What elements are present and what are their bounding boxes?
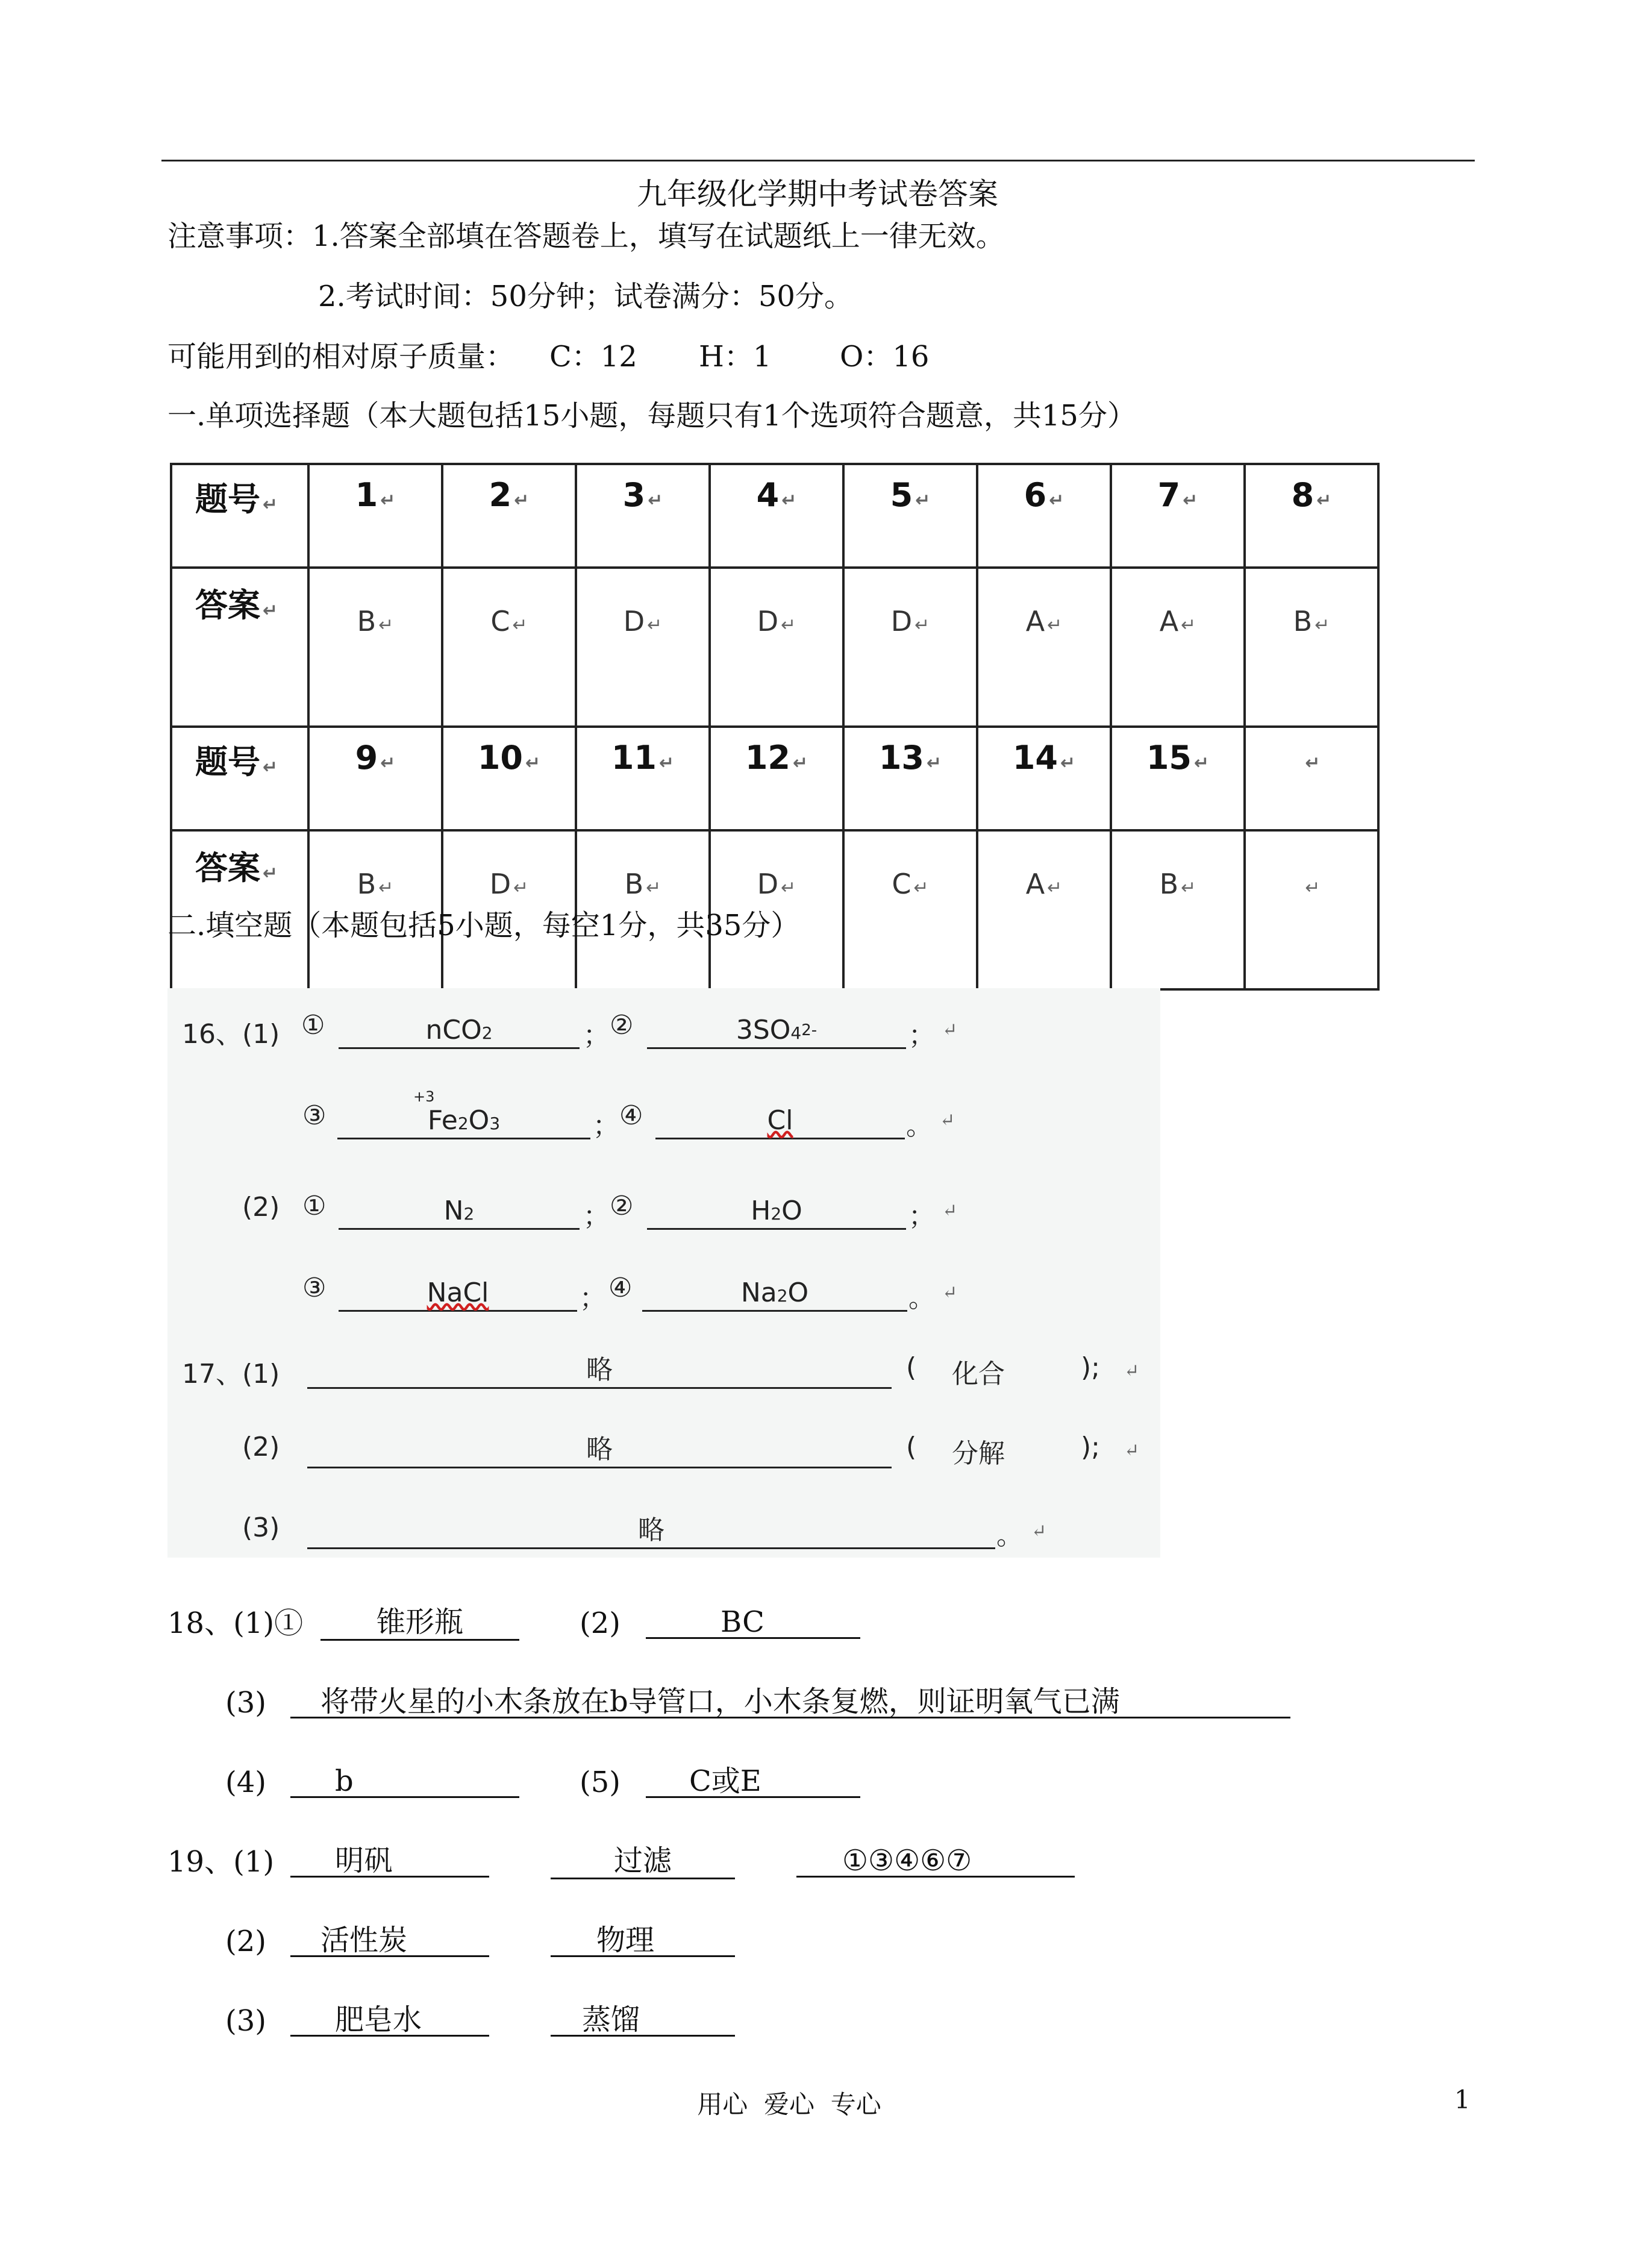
question-number: 12 bbox=[745, 739, 790, 777]
q16-answer-3-sup: +3 bbox=[413, 1088, 435, 1105]
question-number: 8 bbox=[1291, 476, 1315, 514]
return-mark-icon: ↵ bbox=[942, 1200, 958, 1221]
header-rule bbox=[161, 160, 1475, 161]
q17-answer-1 bbox=[307, 1355, 892, 1389]
q16-sep-2: ； bbox=[908, 1020, 935, 1051]
q18-part5-label: (5) bbox=[580, 1765, 621, 1799]
answer-letter: B bbox=[357, 605, 377, 637]
answer-letter: B bbox=[624, 868, 644, 900]
answer-letter: C bbox=[490, 605, 510, 637]
notes-item-2: 2.考试时间：50分钟；试卷满分：50分。 bbox=[318, 280, 853, 313]
q16-end-2: 。 bbox=[908, 1283, 935, 1314]
return-mark-icon: ↵ bbox=[512, 615, 528, 636]
q16-part2-label: (2) bbox=[242, 1192, 280, 1223]
section2-heading: 二.填空题（本题包括5小题，每空1分，共35分） bbox=[167, 909, 800, 942]
return-mark-icon: ↵ bbox=[648, 490, 663, 511]
question-number: 4 bbox=[756, 476, 780, 514]
atomic-mass-c: C：12 bbox=[549, 340, 637, 374]
return-mark-icon: ↵ bbox=[1049, 490, 1064, 511]
q16-answer-b4-sub: 2 bbox=[777, 1286, 788, 1306]
return-mark-icon: ↵ bbox=[1181, 615, 1196, 636]
q16-answer-b4 bbox=[642, 1277, 907, 1312]
answer-label: 答案 bbox=[195, 586, 260, 624]
q19-answer-2: 过滤 bbox=[551, 1844, 735, 1879]
table-row bbox=[171, 568, 1378, 727]
q16-circle-2: ② bbox=[610, 1010, 634, 1041]
answer-letter: D bbox=[489, 868, 511, 900]
q18-answer-1: 锥形瓶 bbox=[320, 1605, 519, 1641]
footer-slogan: 用心 爱心 专心 bbox=[697, 2090, 881, 2119]
q16-sep-1: ； bbox=[583, 1020, 610, 1051]
q17-type-1: 化合 bbox=[952, 1359, 1005, 1389]
q17-type-2: 分解 bbox=[952, 1438, 1005, 1469]
q16-circle-4: ④ bbox=[619, 1100, 643, 1131]
answer-label: 答案 bbox=[195, 849, 260, 887]
return-mark-icon: ↵ bbox=[263, 863, 278, 884]
question-number: 2 bbox=[489, 476, 512, 514]
return-mark-icon: ↵ bbox=[263, 494, 278, 515]
return-mark-icon: ↵ bbox=[927, 753, 942, 774]
table-row bbox=[171, 464, 1378, 568]
return-mark-icon: ↵ bbox=[380, 490, 396, 511]
q16-answer-b3 bbox=[339, 1277, 577, 1312]
q17-answer-2-text: 略 bbox=[586, 1434, 613, 1465]
q16-answer-b4-o: O bbox=[787, 1277, 809, 1308]
return-mark-icon: ↵ bbox=[378, 615, 394, 636]
q18-part3-label: (3) bbox=[225, 1686, 266, 1720]
q16-answer-3 bbox=[337, 1105, 590, 1139]
q16-answer-2-sup: 2- bbox=[801, 1021, 818, 1039]
question-number: 3 bbox=[622, 476, 646, 514]
return-mark-icon: ↵ bbox=[781, 490, 797, 511]
q19-answer-1: 明矾 bbox=[290, 1844, 489, 1878]
q17-answer-3-text: 略 bbox=[638, 1515, 664, 1546]
return-mark-icon: ↵ bbox=[940, 1110, 955, 1131]
return-mark-icon: ↵ bbox=[1181, 877, 1196, 898]
return-mark-icon: ↵ bbox=[913, 877, 929, 898]
return-mark-icon: ↵ bbox=[793, 753, 808, 774]
answer-letter: B bbox=[1293, 605, 1313, 637]
q16-answer-3-sub1: 2 bbox=[457, 1114, 469, 1133]
q17-open-1: ( bbox=[906, 1352, 917, 1383]
q16-answer-b2-sub: 2 bbox=[771, 1204, 782, 1224]
q18-part4-label: (4) bbox=[225, 1765, 266, 1799]
atomic-mass-o: O：16 bbox=[840, 340, 930, 374]
return-mark-icon: ↵ bbox=[513, 877, 529, 898]
question-number: 15 bbox=[1146, 739, 1192, 777]
q19-answer-b1: 活性炭 bbox=[290, 1923, 489, 1957]
q18-answer-2: BC bbox=[646, 1605, 860, 1639]
q16-answer-b2-o: O bbox=[781, 1195, 802, 1226]
q17-label: 17、(1) bbox=[182, 1359, 280, 1389]
question-number: 7 bbox=[1157, 476, 1181, 514]
q17-close-2: ); bbox=[1081, 1432, 1100, 1462]
q16-circle-1: ① bbox=[301, 1010, 325, 1041]
answer-letter: D bbox=[757, 605, 779, 637]
return-mark-icon: ↵ bbox=[942, 1282, 958, 1303]
return-mark-icon: ↵ bbox=[781, 615, 796, 636]
q17-answer-2 bbox=[307, 1434, 892, 1468]
question-number: 14 bbox=[1012, 739, 1058, 777]
q17-part3-label: (3) bbox=[242, 1512, 280, 1543]
return-mark-icon: ↵ bbox=[1047, 877, 1063, 898]
return-mark-icon: ↵ bbox=[942, 1020, 958, 1041]
notes-item-1: 1.答案全部填在答题卷上，填写在试题纸上一律无效。 bbox=[312, 219, 1005, 253]
q16-sep-4: ； bbox=[583, 1201, 610, 1232]
question-number: 5 bbox=[890, 476, 913, 514]
q16-sep-5: ； bbox=[908, 1201, 935, 1232]
header-label: 题号 bbox=[195, 743, 260, 781]
return-mark-icon: ↵ bbox=[1060, 753, 1076, 774]
return-mark-icon: ↵ bbox=[1305, 753, 1321, 774]
return-mark-icon: ↵ bbox=[915, 490, 931, 511]
q18-label: 18、(1)① bbox=[167, 1606, 304, 1640]
question-number: 9 bbox=[355, 739, 378, 777]
return-mark-icon: ↵ bbox=[1315, 615, 1330, 636]
q19-answer-3: ①③④⑥⑦ bbox=[796, 1844, 1075, 1878]
return-mark-icon: ↵ bbox=[1124, 1361, 1140, 1382]
q18-answer-4: b bbox=[290, 1764, 519, 1798]
answer-letter: A bbox=[1159, 605, 1179, 637]
return-mark-icon: ↵ bbox=[1305, 877, 1321, 898]
return-mark-icon: ↵ bbox=[1047, 615, 1063, 636]
return-mark-icon: ↵ bbox=[380, 753, 396, 774]
question-number: 11 bbox=[611, 739, 657, 777]
return-mark-icon: ↵ bbox=[914, 615, 930, 636]
q16-answer-1-main: nCO bbox=[425, 1015, 482, 1045]
answer-letter: D bbox=[623, 605, 645, 637]
section1-heading: 一.单项选择题（本大题包括15小题，每题只有1个选项符合题意，共15分） bbox=[167, 399, 1136, 433]
q16-answer-2-sub: 4 bbox=[790, 1023, 802, 1043]
q16-answer-3-sub2: 3 bbox=[489, 1114, 501, 1133]
q16-answer-4-text: Cl bbox=[767, 1105, 793, 1136]
question-number: 10 bbox=[477, 739, 523, 777]
q18-part2-label: (2) bbox=[580, 1606, 621, 1640]
return-mark-icon: ↵ bbox=[514, 490, 530, 511]
q17-open-2: ( bbox=[906, 1432, 917, 1462]
q17-answer-1-text: 略 bbox=[586, 1355, 613, 1385]
q19-part3-label: (3) bbox=[225, 2004, 266, 2038]
q16-answer-1-sub: 2 bbox=[481, 1023, 493, 1043]
q16-label: 16、(1) bbox=[182, 1019, 280, 1050]
return-mark-icon: ↵ bbox=[1124, 1440, 1140, 1461]
return-mark-icon: ↵ bbox=[525, 753, 541, 774]
table-row bbox=[171, 727, 1378, 830]
q16-answer-3-fe: Fe bbox=[427, 1105, 458, 1136]
atomic-mass-label: 可能用到的相对原子质量： bbox=[167, 340, 515, 374]
q16-circle-3: ③ bbox=[302, 1100, 327, 1131]
notes-label: 注意事项： bbox=[167, 219, 313, 253]
q16-answer-1 bbox=[339, 1015, 580, 1049]
q16-answer-b4-na: Na bbox=[740, 1277, 777, 1308]
q16-answer-2 bbox=[647, 1015, 906, 1049]
q19-answer-b2: 物理 bbox=[551, 1923, 735, 1957]
return-mark-icon: ↵ bbox=[263, 757, 278, 778]
answer-letter: A bbox=[1025, 605, 1045, 637]
return-mark-icon: ↵ bbox=[647, 615, 663, 636]
atomic-mass-h: H：1 bbox=[699, 340, 772, 374]
return-mark-icon: ↵ bbox=[659, 753, 675, 774]
q16-answer-b2-h: H bbox=[751, 1195, 771, 1226]
q16-answer-4 bbox=[655, 1105, 905, 1139]
q16-circle-3b: ③ bbox=[302, 1273, 327, 1303]
answer-letter: C bbox=[892, 868, 911, 900]
q16-answer-3-o: O bbox=[468, 1105, 490, 1136]
q19-answer-c2: 蒸馏 bbox=[551, 2003, 735, 2037]
q16-circle-4b: ④ bbox=[608, 1273, 633, 1303]
page-title: 九年级化学期中考试卷答案 bbox=[637, 177, 998, 211]
q16-end-1: 。 bbox=[906, 1111, 933, 1141]
answer-letter: D bbox=[890, 605, 913, 637]
q19-label: 19、(1) bbox=[167, 1845, 275, 1879]
return-mark-icon: ↵ bbox=[646, 877, 661, 898]
page-number: 1 bbox=[1454, 2085, 1471, 2114]
q19-answer-c1: 肥皂水 bbox=[290, 2003, 489, 2037]
q18-answer-5: C或E bbox=[646, 1764, 860, 1798]
answer-letter: A bbox=[1025, 868, 1045, 900]
return-mark-icon: ↵ bbox=[378, 877, 394, 898]
q19-part2-label: (2) bbox=[225, 1925, 266, 1958]
q17-end: 。 bbox=[996, 1520, 1023, 1551]
return-mark-icon: ↵ bbox=[1316, 490, 1332, 511]
q17-answer-3 bbox=[307, 1515, 995, 1549]
question-number: 6 bbox=[1024, 476, 1047, 514]
q16-circle-1b: ① bbox=[302, 1191, 327, 1221]
answer-letter: B bbox=[1159, 868, 1179, 900]
q18-answer-3: 将带火星的小木条放在b导管口，小木条复燃，则证明氧气已满 bbox=[290, 1685, 1290, 1718]
q16-answer-b1 bbox=[339, 1195, 580, 1230]
header-label: 题号 bbox=[195, 480, 260, 518]
q16-answer-2-main: 3SO bbox=[736, 1015, 791, 1045]
return-mark-icon: ↵ bbox=[1183, 490, 1198, 511]
answer-letter: B bbox=[357, 868, 377, 900]
q16-answer-b3-text: NaCl bbox=[427, 1277, 489, 1308]
q17-close-1: ); bbox=[1081, 1352, 1100, 1383]
q16-sep-6: ； bbox=[580, 1283, 606, 1314]
q16-answer-b2 bbox=[647, 1195, 906, 1230]
q16-answer-b1-sub: 2 bbox=[463, 1204, 475, 1224]
return-mark-icon: ↵ bbox=[1194, 753, 1210, 774]
q16-sep-3: ； bbox=[593, 1111, 619, 1141]
q17-part2-label: (2) bbox=[242, 1432, 280, 1462]
q16-answer-b1-main: N bbox=[443, 1195, 464, 1226]
q16-circle-2b: ② bbox=[610, 1191, 634, 1221]
return-mark-icon: ↵ bbox=[781, 877, 796, 898]
return-mark-icon: ↵ bbox=[1031, 1521, 1047, 1542]
return-mark-icon: ↵ bbox=[263, 600, 278, 621]
question-number: 1 bbox=[355, 476, 378, 514]
answer-letter: D bbox=[757, 868, 779, 900]
question-number: 13 bbox=[878, 739, 924, 777]
